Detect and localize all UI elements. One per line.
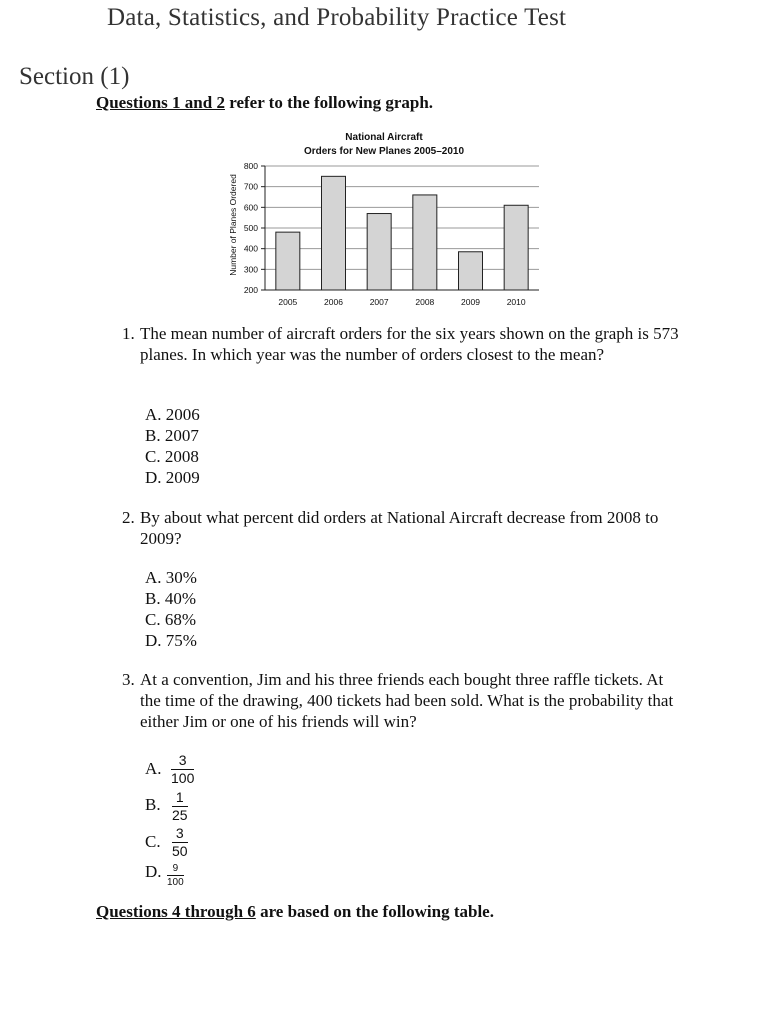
denominator: 50 (172, 843, 188, 859)
x-tick-label: 2010 (506, 297, 526, 307)
choice-c[interactable]: C. 2008 (145, 447, 199, 466)
chart-x-ticks (278, 297, 526, 307)
numerator: 1 (175, 789, 184, 805)
question-1-choices (145, 404, 200, 488)
fraction (172, 826, 188, 859)
question-1 (122, 323, 682, 365)
x-tick-label: 2005 (278, 297, 298, 307)
chart-title: National Aircraft (345, 132, 423, 143)
y-tick-label: 300 (243, 264, 258, 275)
x-tick-label: 2006 (324, 297, 343, 307)
y-tick-label: 600 (243, 202, 258, 213)
questions-1-2-intro (96, 93, 433, 113)
x-tick-label: 2007 (369, 297, 389, 307)
x-tick-label: 2009 (461, 297, 480, 307)
choice-b[interactable]: B. 2007 (145, 426, 199, 445)
intro-underlined: Questions 1 and 2 (96, 93, 225, 112)
bar-2008 (413, 195, 437, 290)
y-tick-label: 500 (243, 223, 258, 233)
fraction (167, 863, 184, 888)
chart-subtitle: Orders for New Planes 2005–2010 (303, 146, 465, 157)
chart-y-ticks (244, 161, 265, 295)
choice-letter: C. (145, 832, 161, 851)
bar-2007 (367, 214, 391, 290)
chart-gridlines (265, 166, 539, 290)
y-tick-label: 200 (243, 285, 258, 295)
fraction (172, 790, 188, 823)
page-title: Data, Statistics, and Probability Practice Test (107, 4, 567, 31)
intro-rest: refer to the following graph. (224, 93, 434, 112)
choice-c[interactable]: C. 68% (145, 610, 196, 629)
question-number: 2. (122, 508, 135, 527)
x-tick-label: 2008 (415, 297, 435, 307)
choice-letter: A. (145, 759, 162, 778)
denominator: 100 (171, 770, 195, 786)
choice-a[interactable]: A. 2006 (145, 405, 200, 424)
question-text: By about what percent did orders at National Aircraft decrease from 2008 to 2009? (140, 508, 659, 548)
choice-d[interactable]: D. 2009 (145, 468, 200, 487)
question-number: 1. (122, 324, 135, 343)
bar-2006 (322, 176, 346, 290)
fraction (171, 753, 194, 786)
choice-d[interactable]: D. 75% (145, 631, 197, 650)
question-text: The mean number of aircraft orders for the six years shown on the graph is 573 planes. In which year was the number of orders closest to the mean? (140, 324, 679, 364)
intro-underlined: Questions 4 through 6 (96, 902, 256, 921)
choice-a[interactable]: A. 30% (145, 568, 197, 587)
fraction-bar (167, 875, 184, 876)
bar-2010 (504, 205, 528, 290)
chart-y-axis-label: Number of Planes Ordered (228, 174, 238, 276)
bar-chart (225, 128, 545, 313)
bar-2009 (459, 252, 483, 290)
denominator: 100 (167, 877, 184, 888)
intro-rest: are based on the following table. (255, 902, 494, 921)
question-2-choices (145, 567, 197, 651)
y-tick-label: 700 (243, 181, 258, 192)
questions-4-6-intro (96, 902, 494, 922)
choice-letter: B. (145, 795, 161, 814)
numerator: 3 (178, 752, 187, 768)
numerator: 9 (172, 863, 179, 874)
numerator: 3 (175, 825, 184, 841)
y-tick-label: 800 (243, 161, 258, 171)
question-text: At a convention, Jim and his three friends each bought three raffle tickets. At the time of the drawing, 400 tickets had been sold. What is the probability that either Jim or one of his friends will win? (140, 670, 674, 731)
question-number: 3. (122, 670, 135, 689)
section-heading: Section (1) (19, 63, 130, 90)
denominator: 25 (172, 807, 188, 823)
question-3 (122, 669, 682, 732)
question-2 (122, 507, 682, 549)
y-tick-label: 400 (243, 243, 258, 254)
choice-b[interactable]: B. 40% (145, 589, 196, 608)
chart-bars (276, 176, 528, 290)
bar-2005 (276, 232, 300, 290)
choice-letter: D. (145, 862, 162, 881)
